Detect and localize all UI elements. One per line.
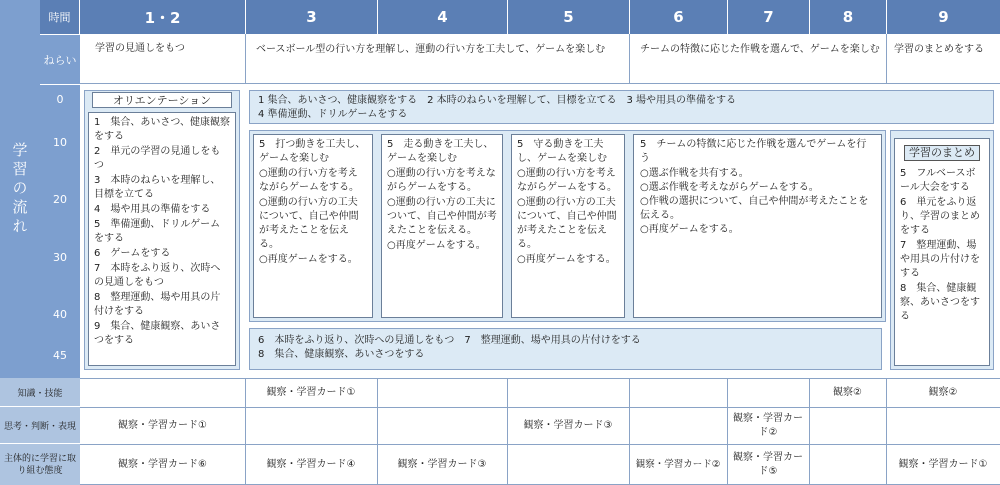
orientation-item-7: 7 本時をふり返り、次時への見通しをもつ [94, 263, 221, 288]
eval-a-p7: 観察・学習カード⑤ [733, 451, 803, 477]
p9-item-2: 6 単元をふり返り、学習のまとめをする [900, 197, 980, 236]
flow-side-label [0, 0, 40, 378]
eval-k-p4 [377, 379, 507, 407]
eval-a-p6: 観察・学習カード② [635, 458, 721, 470]
p9-item-4: 8 集合、健康観察、あいさつをする [900, 283, 980, 322]
p3-activity-box [253, 134, 373, 318]
eval-k-p5 [507, 379, 629, 407]
p4-activity-box [381, 134, 503, 318]
period-7: 7 [727, 0, 809, 34]
common-bottom-band [249, 328, 882, 370]
p678-title: 5 チームの特徴に応じた作戦を選んでゲームを行う [640, 139, 867, 164]
nerai-p345: ベースボール型の行い方を理解し、運動の行い方を工夫して、ゲームを楽しむ [256, 44, 606, 55]
nerai-p678: チームの特徴に応じた作戦を選んで、ゲームを楽しむ [640, 44, 880, 55]
common-top-line-2: 4 準備運動、ドリルゲームをする [258, 109, 408, 120]
orientation-item-1: 1 集合、あいさつ、健康観察をする [94, 117, 230, 142]
jikan-header: 時間 [40, 0, 80, 34]
orientation-item-2: 2 単元の学習の見通しをもつ [94, 146, 221, 171]
orientation-item-4: 4 場や用具の準備をする [94, 204, 211, 215]
time-30: 30 [53, 250, 67, 264]
eval-a-p3: 観察・学習カード④ [266, 458, 356, 470]
eval-a-p5 [507, 445, 629, 484]
common-bottom-line-1: 6 本時をふり返り、次時への見通しをもつ 7 整理運動、場や用具の片付けをする [258, 335, 641, 346]
eval-k-p9: 観察② [928, 387, 958, 398]
p5-activity-box [511, 134, 625, 318]
p3-title: 5 打つ動きを工夫し、ゲームを楽しむ [259, 139, 366, 164]
eval-t-p5: 観察・学習カード③ [523, 420, 613, 431]
orientation-item-8: 8 整理運動、場や用具の片付けをする [94, 292, 221, 317]
p4-item-3: ○再度ゲームをする。 [387, 240, 486, 251]
eval-k-p6 [629, 379, 727, 407]
p4-title: 5 走る動きを工夫し、ゲームを楽しむ [387, 139, 494, 164]
flow-side-text: 学習の流れ [10, 141, 29, 237]
time-40: 40 [53, 307, 67, 321]
time-0: 0 [56, 92, 64, 106]
p678-item-1: ○選ぶ作戦を共有する。 [640, 168, 749, 179]
period-3: 3 [245, 0, 377, 34]
eval-k-p12 [80, 379, 245, 407]
eval-k-p3: 観察・学習カード① [266, 387, 356, 398]
nerai-p12: 学習の見通しをもつ [95, 43, 185, 54]
p5-item-2: ○運動の行い方の工夫について、自己や仲間が考えたことを伝える。 [517, 197, 617, 250]
eval-t-p4 [377, 408, 507, 444]
p678-item-3: ○作戦の選択について、自己や仲間が考えたことを伝える。 [640, 196, 869, 221]
p678-item-2: ○選ぶ作戦を考えながらゲームをする。 [640, 182, 819, 193]
period-4: 4 [377, 0, 507, 34]
eval-k-p7 [727, 379, 809, 407]
eval-label-thinking: 思考・判断・表現 [0, 407, 80, 444]
period-5: 5 [507, 0, 629, 34]
period-1-2: 1・2 [144, 8, 181, 27]
period-8: 8 [809, 0, 886, 34]
time-column [40, 84, 80, 378]
eval-a-p8 [809, 445, 886, 484]
orientation-item-6: 6 ゲームをする [94, 248, 171, 259]
period-6: 6 [629, 0, 727, 34]
p678-activity-box [633, 134, 882, 318]
eval-t-p3 [245, 408, 377, 444]
eval-t-p7: 観察・学習カード② [733, 413, 803, 438]
p3-item-2: ○運動の行い方の工夫について、自己や仲間が考えたことを伝える。 [259, 197, 359, 250]
orientation-item-9: 9 集合、健康観察、あいさつをする [94, 321, 221, 346]
eval-a-p4: 観察・学習カード③ [397, 458, 487, 470]
p3-item-3: ○再度ゲームをする。 [259, 254, 358, 265]
time-10: 10 [53, 135, 67, 149]
time-20: 20 [53, 192, 67, 206]
p9-title: 学習のまとめ [909, 146, 975, 159]
eval-label-knowledge: 知識・技能 [0, 378, 80, 407]
p4-item-1: ○運動の行い方を考えながらゲームをする。 [387, 168, 496, 193]
common-top-line-1: 1 集合、あいさつ、健康観察をする 2 本時のねらいを理解して、目標を立てる 3 場や用具の準備をする [258, 95, 737, 106]
p3-item-1: ○運動の行い方を考えながらゲームをする。 [259, 168, 359, 193]
orientation-list [88, 112, 236, 366]
orientation-title: オリエンテーション [92, 92, 232, 108]
eval-k-p8: 観察② [833, 387, 862, 398]
nerai-p9: 学習のまとめをする [894, 44, 984, 55]
eval-t-p6 [629, 408, 727, 444]
common-bottom-line-2: 8 集合、健康観察、あいさつをする [258, 349, 425, 360]
p9-item-1: 5 フルベースボール大会をする [900, 168, 976, 193]
nerai-header: ねらい [40, 34, 80, 84]
eval-a-p9: 観察・学習カード① [898, 458, 988, 470]
orientation-item-3: 3 本時のねらいを理解し、目標を立てる [94, 175, 221, 200]
eval-t-p12: 観察・学習カード① [118, 420, 207, 431]
eval-t-p8 [809, 408, 886, 444]
orientation-item-5: 5 準備運動、ドリルゲームをする [94, 219, 221, 244]
common-top-band [249, 90, 994, 124]
p5-item-3: ○再度ゲームをする。 [517, 254, 616, 265]
time-45: 45 [53, 348, 67, 362]
eval-a-p12: 観察・学習カード⑥ [118, 458, 207, 470]
p4-item-2: ○運動の行い方の工夫について、自己や仲間が考えたことを伝える。 [387, 197, 497, 236]
eval-label-attitude: 主体的に学習に取り組む態度 [4, 453, 77, 476]
p5-item-1: ○運動の行い方を考えながらゲームをする。 [517, 168, 617, 193]
eval-t-p9 [886, 408, 1000, 444]
p9-item-3: 7 整理運動、場や用具の片付けをする [900, 240, 980, 279]
p5-title: 5 守る動きを工夫し、ゲームを楽しむ [517, 139, 607, 164]
p9-summary-box [894, 138, 990, 366]
period-9: 9 [886, 0, 1000, 34]
p678-item-4: ○再度ゲームをする。 [640, 224, 739, 235]
